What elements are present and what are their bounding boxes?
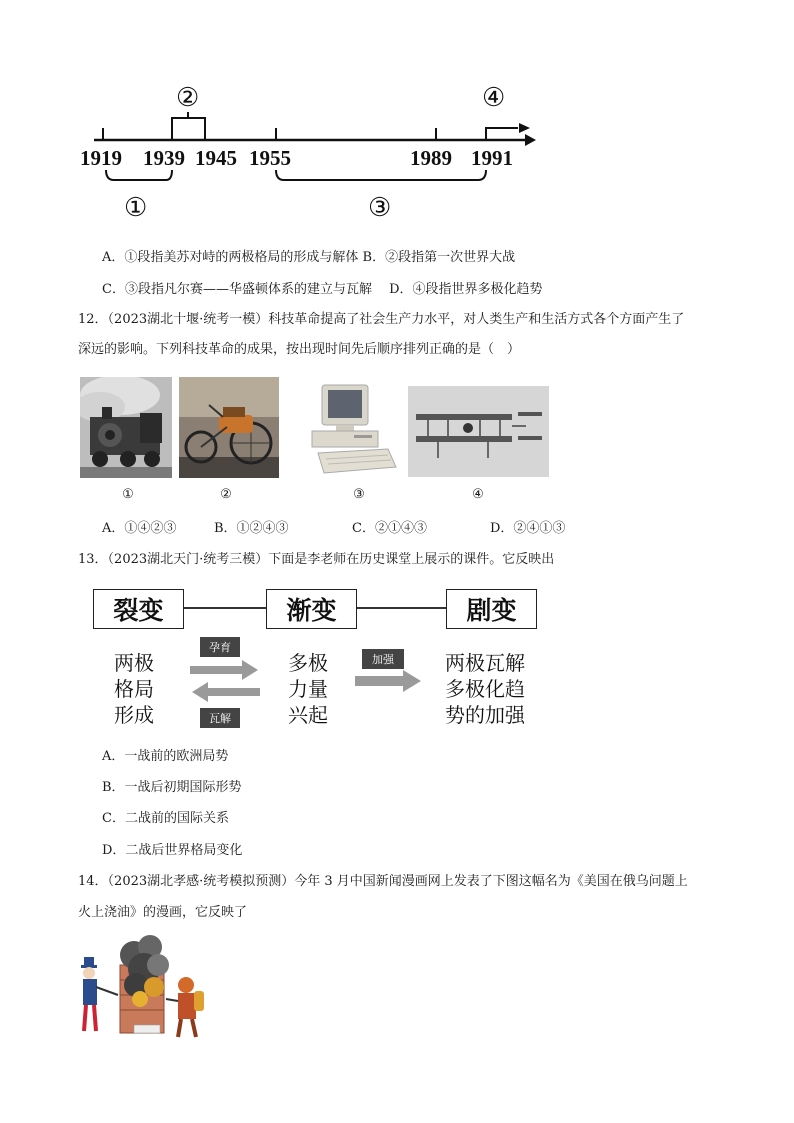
arrow-right-incubate (190, 660, 260, 680)
q13-option-b: B．一战后初期国际形势 (102, 780, 242, 795)
marker-1: ① (124, 193, 148, 223)
image-caption-3: ③ (353, 487, 365, 502)
tag-incubate: 孕育 (200, 637, 240, 657)
year-label: 1955 (249, 146, 291, 170)
q14-stem-line1: 14．（2023湖北孝感·统考模拟预测）今年 3 月中国新闻漫画网上发表了下图这幅名为《美国在俄乌问题上 (78, 874, 688, 889)
q14-stem-line2: 火上浇油》的漫画，它反映了 (78, 905, 248, 920)
col2-line: 力量 (288, 677, 328, 701)
bracket-2 (172, 118, 205, 136)
q12-option-a: A．①④②③ (102, 521, 177, 536)
marker-4: ④ (482, 83, 506, 113)
q13-option-c: C．二战前的国际关系 (102, 811, 229, 826)
bracket-1 (106, 170, 172, 180)
early-automobile-image (179, 377, 279, 478)
col1-line: 两极 (114, 651, 154, 675)
q12-option-c: C．②①④③ (352, 521, 427, 536)
box-fission: 裂变 (93, 589, 184, 629)
connector-line (357, 607, 446, 609)
q12-option-d: D．②④①③ (490, 521, 566, 536)
bracket-3 (276, 170, 486, 180)
image-caption-4: ④ (472, 487, 484, 502)
timeline-arrowhead (525, 134, 536, 146)
q13-option-a: A．一战前的欧洲局势 (102, 749, 229, 764)
marker-3: ③ (368, 193, 392, 223)
q13-option-d: D．二战后世界格局变化 (102, 843, 243, 858)
q11-option-cd: C．③段指凡尔赛——华盛顿体系的建立与瓦解 D．④段指世界多极化趋势 (102, 282, 543, 297)
year-label: 1939 (143, 146, 185, 170)
timeline-diagram (78, 78, 558, 228)
year-label: 1945 (195, 146, 237, 170)
q12-option-b: B．①②④③ (214, 521, 289, 536)
cartoon-image (74, 935, 216, 1045)
connector-line (184, 607, 266, 609)
box-gradual-change: 渐变 (266, 589, 357, 629)
image-caption-2: ② (220, 487, 232, 502)
q11-option-ab: A．①段指美苏对峙的两极格局的形成与解体 B．②段指第一次世界大战 (102, 250, 516, 265)
col3-line: 势的加强 (445, 703, 525, 727)
year-label: 1989 (410, 146, 452, 170)
col2-line: 兴起 (288, 703, 328, 727)
col3-line: 两极瓦解 (445, 651, 525, 675)
tag-disintegrate: 瓦解 (200, 708, 240, 728)
q12-stem-line1: 12．（2023湖北十堰·统考一模）科技革命提高了社会生产力水平，对人类生产和生活方式各个方面产生了 (78, 312, 685, 327)
steam-locomotive-image (80, 377, 172, 478)
tag-strengthen: 加强 (362, 649, 404, 669)
arrow-right-strengthen (355, 670, 423, 692)
year-label: 1919 (80, 146, 122, 170)
arrow-left-disintegrate (190, 682, 260, 702)
bracket-4 (486, 128, 518, 140)
q12-stem-line2: 深远的影响。下列科技革命的成果，按出现时间先后顺序排列正确的是（ ） (78, 342, 521, 357)
col1-line: 格局 (114, 677, 154, 701)
q13-stem: 13．（2023湖北天门·统考三模）下面是李老师在历史课堂上展示的课件。它反映出 (78, 552, 555, 567)
image-caption-1: ① (122, 487, 134, 502)
early-airplane-image (408, 386, 549, 477)
year-label: 1991 (471, 146, 513, 170)
col2-line: 多极 (288, 651, 328, 675)
marker-2: ② (176, 83, 200, 113)
box-drastic-change: 剧变 (446, 589, 537, 629)
personal-computer-image (300, 381, 398, 476)
col1-line: 形成 (114, 703, 154, 727)
col3-line: 多极化趋 (445, 677, 525, 701)
